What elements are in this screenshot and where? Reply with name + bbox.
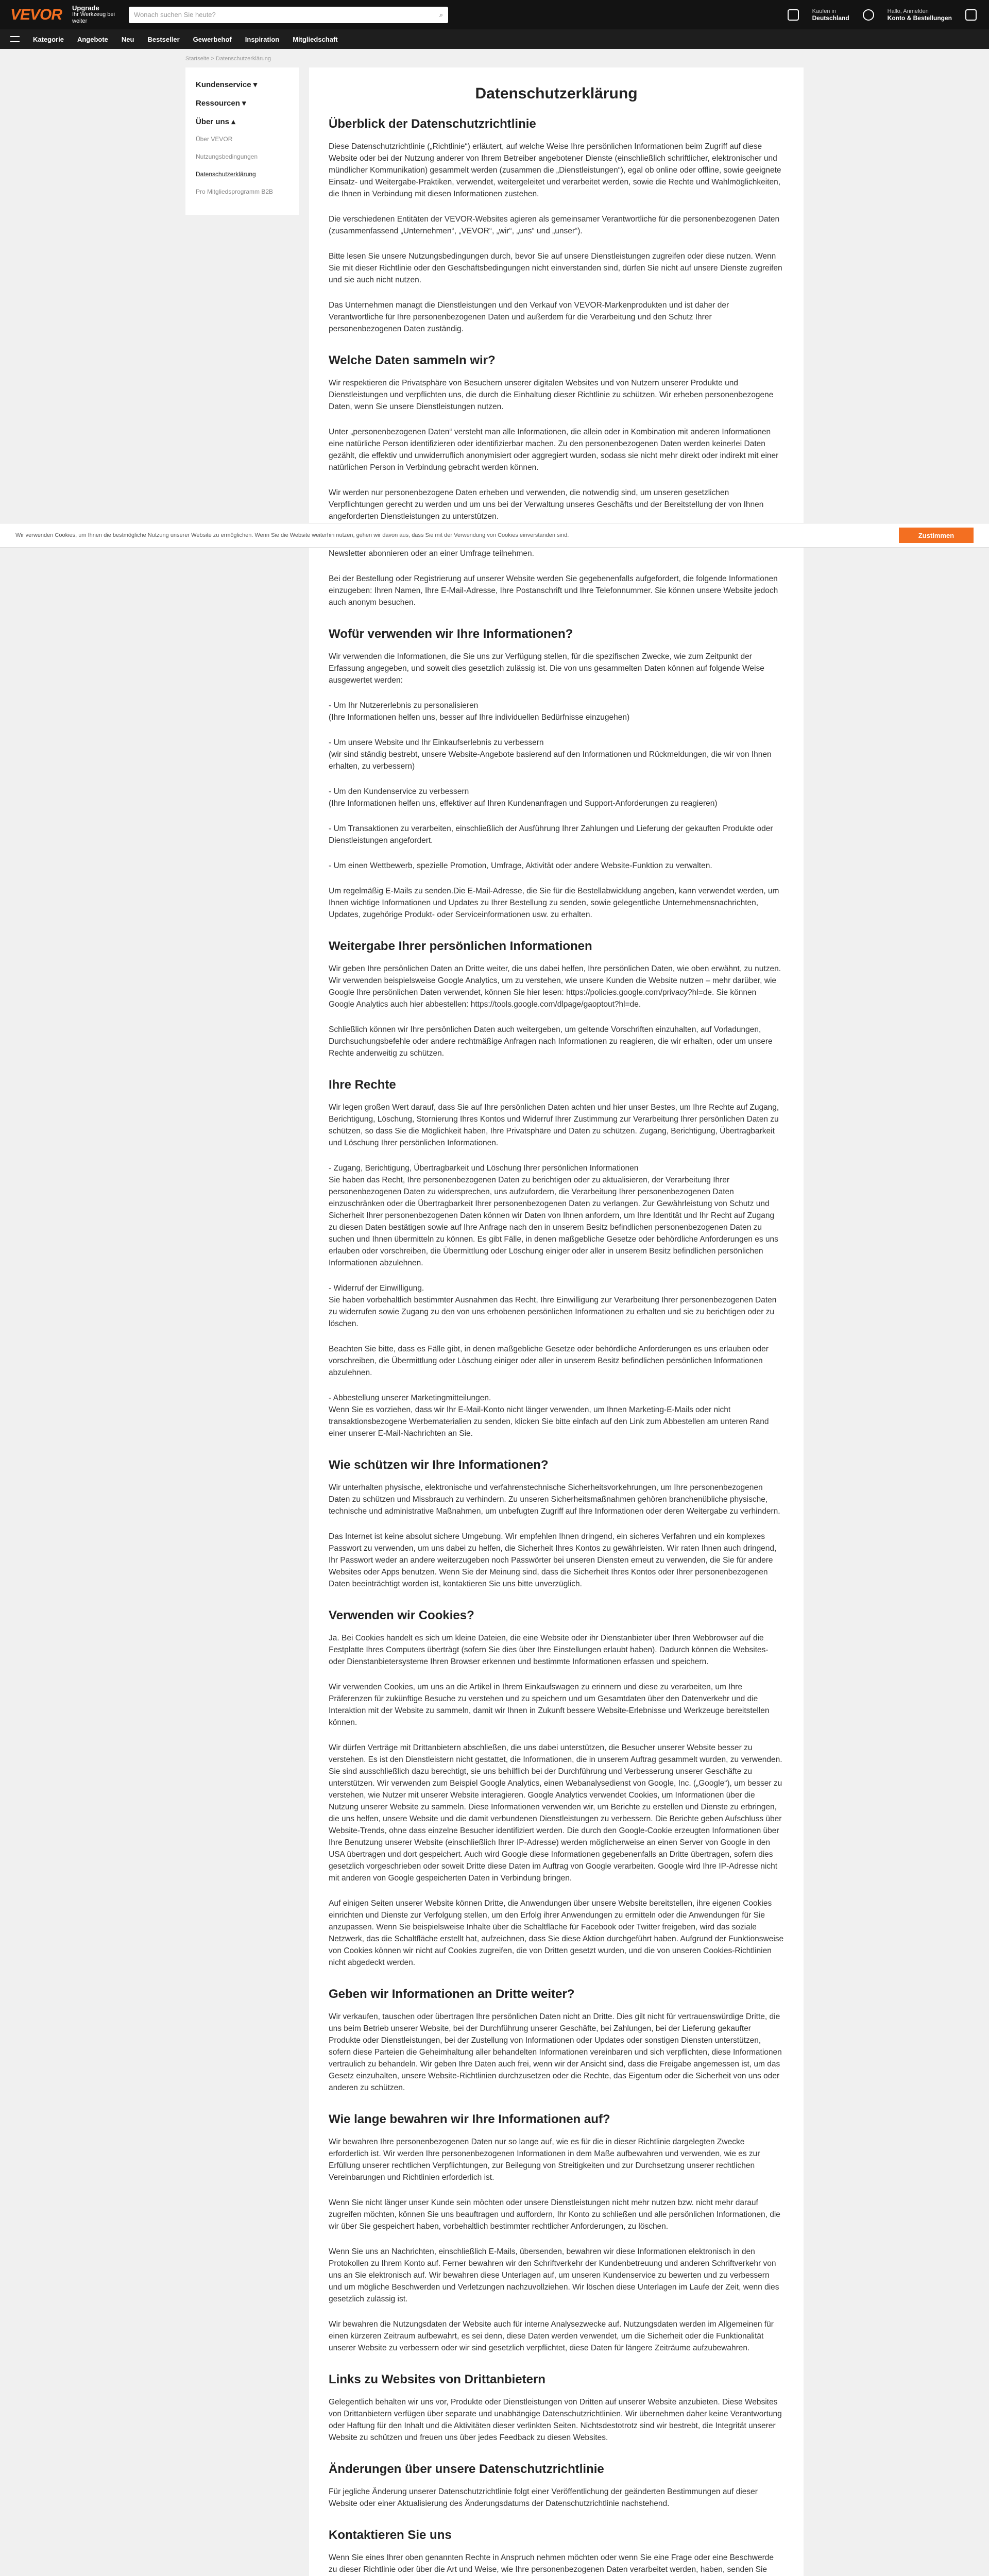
section-paragraph: Wir geben Ihre persönlichen Daten an Dritte weiter, die uns dabei helfen, Ihre persönlichen Daten, wie oben erwähnt, zu nutzen. Wir verwenden beispielsweise Google Analytics, um zu verstehen, wie unsere Kunden die Website nutzen – mehr darüber, wie Google Ihre persönlichen Daten verwendet, können Sie hier lesen: https://policies.google.com/privacy?hl=de. Sie können Google Analytics auch hier abbestellen: https://tools.google.com/dlpage/gaoptout?hl=de. xyxy=(329,964,781,1009)
section-paragraph: - Um einen Wettbewerb, spezielle Promotion, Umfrage, Aktivität oder andere Website-Funktion zu verwalten. xyxy=(329,861,712,870)
nav-kategorie[interactable]: Kategorie xyxy=(33,35,64,43)
section-paragraph: Wir respektieren die Privatsphäre von Besuchern unserer digitalen Websites und von Nutzern unserer Produkte und Dienstleistungen und verpflichten uns, die durch die Einhaltung dieser Richtlinie zu schützen. Wir erheben personenbezogene Daten, wenn Sie unsere Dienstleistungen nutzen. xyxy=(329,379,774,411)
sidebar-item-pro-b2b[interactable]: Pro Mitgliedsprogramm B2B xyxy=(196,188,274,195)
region-value: Deutschland xyxy=(812,14,849,22)
sidebar-section-kundenservice[interactable] xyxy=(196,80,288,89)
section-paragraph: Auf einigen Seiten unserer Website können Dritte, die Anwendungen über unsere Website bereitstellen, ihre eigenen Cookies einrichten und Dienste zur Verfolgung stellen, um den Erfolg ihrer Anwendungen zu ermitteln oder die Anwendungen für Sie anzupassen. Wenn Sie beispielsweise Inhalte über die Schaltfläche für Facebook oder Twitter freigeben, wird das soziale Netzwerk, das die Schaltfläche erstellt hat, aufzeichnen, dass Sie diese Aktion durchgeführt haben. Aufgrund der Funktionsweise von Cookies können wir nicht auf Cookies zugreifen, die von Dritten gesetzt wurden, und die von unseren Cookies-Richtlinien nicht abgedeckt werden. xyxy=(329,1899,784,1967)
logo-text: VEVOR xyxy=(10,6,62,23)
section-paragraph: Für jegliche Änderung unserer Datenschutzrichtlinie folgt einer Veröffentlichung der geänderten Bestimmungen auf dieser Website oder einer Aktualisierung des Änderungsdatums der Datenschutzrichtlinie nachstehend. xyxy=(329,2487,758,2508)
section-paragraph: Bei der Bestellung oder Registrierung auf unserer Website werden Sie gegebenenfalls aufgefordert, die folgende Informationen einzugeben: Ihren Namen, Ihre E-Mail-Adresse, Ihre Postanschrift und Ihre Telefonnummer. Sie können unsere Website jedoch auch anonym besuchen. xyxy=(329,574,778,607)
sidebar-section-label: Ressourcen xyxy=(196,99,240,108)
tagline-line-1: Upgrade xyxy=(72,4,99,12)
user-icon[interactable] xyxy=(863,9,874,21)
section-paragraph: Wir verkaufen, tauschen oder übertragen Ihre persönlichen Daten nicht an Dritte. Dies gilt nicht für vertrauenswürdige Dritte, die uns beim Betrieb unserer Website, bei der Durchführung unserer Geschäfte, bei Zahlungen, bei der Lieferung gekaufter Produkte oder Dienstleistungen, bei der Zustellung von Informationen oder Updates oder sonstigen Diensten unterstützen, sofern diese Parteien die Geheimhaltung aller behandelten Informationen vereinbaren und sich verpflichten, diese Informationen vertraulich zu behandeln. Wir geben Ihre Daten auch frei, wenn wir der Ansicht sind, dass die Freigabe angemessen ist, um das Gesetz einzuhalten, unsere Website-Richtlinien durchzusetzen oder die Rechte, das Eigentum oder die Sicherheit von uns oder anderen zu schützen. xyxy=(329,2012,782,2092)
section-paragraph: - Zugang, Berichtigung, Übertragbarkeit und Löschung Ihrer persönlichen Informationen Sie haben das Recht, Ihre personenbezogenen Daten zu berichtigen oder zu aktualisieren, der Verarbeitung Ihrer personenbezogenen Daten zu widersprechen, uns aufzufordern, die Verarbeitung Ihrer personenbezogenen Daten einzuschränken oder die Übertragbarkeit Ihrer personenbezogenen Daten zu verlangen. Zur Gewährleistung von Schutz und Sicherheit Ihrer personenbezogenen Daten können wir Daten von Ihnen anfordern, um Ihre Identität und Ihr Recht auf Zugang zu diesen Daten bestätigen sowie auf Ihre Anfrage nach den in unserem Besitz befindlichen personenbezogenen Daten zu suchen und Ihnen übermitteln zu können. Es gibt Fälle, in denen maßgebliche Gesetze oder behördliche Anforderungen es uns erlauben oder vorschreiben, die Übermittlung oder Löschung einiger oder aller in unserem Besitz befindlichen persönlichen Informationen abzulehnen. xyxy=(329,1164,778,1267)
section-paragraph: Schließlich können wir Ihre persönlichen Daten auch weitergeben, um geltende Vorschriften einzuhalten, auf Vorladungen, Durchsuchungsbefehle oder andere rechtmäßige Anfragen nach Informationen zu reagieren, die wir erhalten, oder um unsere Rechte anderweitig zu schützen. xyxy=(329,1025,773,1058)
chevron-down-icon: ▾ xyxy=(253,80,258,89)
search-input[interactable] xyxy=(129,7,448,23)
menu-icon[interactable] xyxy=(10,36,20,42)
account-menu[interactable] xyxy=(888,8,952,22)
accept-cookies-button[interactable]: Zustimmen xyxy=(899,528,974,543)
nav-mitgliedschaft[interactable]: Mitgliedschaft xyxy=(293,35,338,43)
section-heading: Weitergabe Ihrer persönlichen Informationen xyxy=(329,939,592,953)
account-value: Konto & Bestellungen xyxy=(887,14,952,22)
policy-content xyxy=(309,67,804,2576)
section-heading: Links zu Websites von Drittanbietern xyxy=(329,2372,545,2386)
section-heading: Änderungen über unsere Datenschutzrichtlinie xyxy=(329,2462,604,2476)
section-paragraph: Wir verwenden die Informationen, die Sie uns zur Verfügung stellen, für die spezifischen Zwecke, wie zum Zeitpunkt der Erfassung angegeben, und soweit dies gesetzlich zulässig ist. Die von uns gesammelten Daten können auf folgende Weise ausgewertet werden: xyxy=(329,652,764,685)
flag-icon[interactable] xyxy=(788,9,799,21)
section-paragraph: Wir unterhalten physische, elektronische und verfahrenstechnische Sicherheitsvorkehrungen, um Ihre personenbezogenen Daten zu schützen und Missbrauch zu verhindern. Zu unseren Sicherheitsmaßnahmen gehören branchenübliche physische, technische und administrative Maßnahmen, um unbefugten Zugriff auf Ihre Informationen oder deren Weitergabe zu verhindern. xyxy=(329,1483,780,1516)
top-header xyxy=(0,0,989,29)
section-heading: Wofür verwenden wir Ihre Informationen? xyxy=(329,627,573,641)
tagline xyxy=(72,5,129,25)
section-paragraph: - Um den Kundenservice zu verbessern (Ihre Informationen helfen uns, effektiver auf Ihren Kundenanfragen und Support-Anforderungen zu reagieren) xyxy=(329,787,718,808)
page-title: Datenschutzerklärung xyxy=(475,85,638,102)
nav-angebote[interactable]: Angebote xyxy=(77,35,108,43)
policy-sections xyxy=(329,117,784,2576)
section-heading: Wie schützen wir Ihre Informationen? xyxy=(329,1458,549,1472)
section-heading: Überblick der Datenschutzrichtlinie xyxy=(329,117,536,131)
nav-bestseller[interactable]: Bestseller xyxy=(147,35,180,43)
section-paragraph: Newsletter abonnieren oder an einer Umfrage teilnehmen. xyxy=(329,549,534,558)
nav-neu[interactable]: Neu xyxy=(121,35,134,43)
section-heading: Kontaktieren Sie uns xyxy=(329,2528,452,2542)
sidebar-item-datenschutz[interactable]: Datenschutzerklärung xyxy=(196,171,256,178)
section-paragraph: - Abbestellung unserer Marketingmitteilungen. Wenn Sie es vorziehen, dass wir Ihr E-Mail-Konto nicht länger verwenden, um Ihnen Marketing-E-Mails oder nicht transaktionsbezogene Werbematerialien zu senden, klicken Sie bitte einfach auf den Link zum Abbestellen am unteren Rand einer unserer E-Mail-Nachrichten an Sie. xyxy=(329,1394,769,1438)
chevron-down-icon: ▾ xyxy=(242,99,246,108)
section-paragraph: Wir legen großen Wert darauf, dass Sie auf Ihre persönlichen Daten achten und hier unser Bestes, um Ihre Rechte auf Zugang, Berichtigung, Löschung, Stornierung Ihres Kontos und Widerruf Ihrer Zustimmung zur Verarbeitung Ihrer persönlichen Daten zu schützen, so dass Sie die Möglichkeit haben, Ihre Privatsphäre und Daten zu schützen. Zugang, Berichtigung, Übertragbarkeit und Löschung Ihrer persönlichen Informationen. xyxy=(329,1103,779,1147)
tagline-line-2: Ihr Werkzeug bei weiter xyxy=(72,11,115,24)
sidebar-section-ressourcen[interactable] xyxy=(196,98,288,108)
section-heading: Ihre Rechte xyxy=(329,1078,396,1092)
chevron-up-icon: ▴ xyxy=(231,117,235,126)
section-heading: Geben wir Informationen an Dritte weiter? xyxy=(329,1987,575,2001)
section-paragraph: Wenn Sie uns an Nachrichten, einschließlich E-Mails, übersenden, bewahren wir diese Informationen elektronisch in den Protokollen zu Ihrem Konto auf. Ferner bewahren wir den Schriftverkehr der Kundenbetreuung und anderen Schriftverkehr von uns an Sie elektronisch auf. Wir bewahren diese Unterlagen auf, um unseren Kundenservice zu bewerten und zu verbessern und um mögliche Beschwerden und Verletzungen nachzuvollziehen. Wir löschen diese Unterlagen im Laufe der Zeit, wenn dies gesetzlich zulässig ist. xyxy=(329,2247,779,2303)
cart-icon[interactable] xyxy=(965,9,977,21)
section-heading: Wie lange bewahren wir Ihre Informationen auf? xyxy=(329,2112,610,2126)
sidebar-section-ueber-uns[interactable] xyxy=(196,117,288,126)
region-label: Kaufen in xyxy=(812,8,837,14)
section-paragraph: Wir bewahren die Nutzungsdaten der Website auch für interne Analysezwecke auf. Nutzungsdaten werden im Allgemeinen für einen kürzeren Zeitraum aufbewahrt, es sei denn, diese Daten werden verwendet, um die Sicherheit oder die Funktionalität unserer Website zu verbessern oder wir sind gesetzlich verpflichtet, diese Daten für längere Zeiträume aufzubewahren. xyxy=(329,2320,774,2352)
section-paragraph: Das Internet ist keine absolut sichere Umgebung. Wir empfehlen Ihnen dringend, ein sicheres Verfahren und ein komplexes Passwort zu verwenden, um uns dabei zu helfen, die Sicherheit Ihres Kontos zu gewährleisten. Wir raten Ihnen auch dringend, Ihr Passwort weder an andere weiterzugeben noch Passwörter bei unseren Diensten erneut zu verwenden, die Sie für andere Websites oder Apps benutzen. Wenn Sie der Meinung sind, dass die Sicherheit Ihres Kontos oder Ihrer personenbezogenen Daten beeinträchtigt worden ist, kontaktieren Sie uns bitte unverzüglich. xyxy=(329,1532,777,1588)
section-paragraph: Unter „personenbezogenen Daten“ versteht man alle Informationen, die allein oder in Kombination mit anderen Informationen eine natürliche Person identifizieren oder identifizierbar machen. Zu den personenbezogenen Daten werden keinerlei Daten gezählt, die effektiv und unwiderruflich anonymisiert oder aggregiert wurden, sodass sie nicht mehr direkt oder indirekt mit einer natürlichen Person in Verbindung gebracht werden können. xyxy=(329,428,779,472)
section-paragraph: Wir dürfen Verträge mit Drittanbietern abschließen, die uns dabei unterstützen, die Besucher unserer Website besser zu verstehen. Es ist den Dienstleistern nicht gestattet, die Informationen, die in unserem Auftrag gesammelt wurden, zu verwenden. Sie sind ausschließlich dazu berechtigt, sie uns behilflich bei der Durchführung und Verbesserung unserer Geschäfte zu unterstützen. Wir verwenden zum Beispiel Google Analytics, einen Webanalysedienst von Google, Inc. („Google“), um besser zu verstehen, wie Nutzer mit unserer Website interagieren. Google Analytics verwendet Cookies, um Informationen über die Nutzung unserer Website zu sammeln. Diese Informationen verwenden wir, um Berichte zu erstellen und Dienste zu erbringen, die uns helfen, unsere Website und die damit verbundenen Dienstleistungen zu verbessern. Die Berichte geben Aufschluss über Website-Trends, ohne dass einzelne Besucher identifiziert werden. Die durch den Google-Cookie erzeugten Informationen über Ihre Benutzung unserer Website (einschließlich Ihrer IP-Adresse) werden möglicherweise an einen Server von Google in den USA übertragen und dort gespeichert. Auch wird Google diese Informationen gegebenenfalls an Dritte übertragen, sofern dies gesetzlich vorgeschrieben oder soweit Dritte diese Daten im Auftrag von Google verarbeiten. Google wird Ihre IP-Adresse nicht mit anderen von Google gespeicherten Daten in Verbindung bringen. xyxy=(329,1743,782,1883)
section-heading: Welche Daten sammeln wir? xyxy=(329,353,496,367)
sidebar-section-label: Kundenservice xyxy=(196,80,251,89)
section-paragraph: Wir bewahren Ihre personenbezogenen Daten nur so lange auf, wie es für die in dieser Richtlinie dargelegten Zwecke erforderlich ist. Wir werden Ihre personenbezogenen Informationen in dem Maße aufbewahren und verwenden, wie es zur Erfüllung unserer rechtlichen Verpflichtungen, zur Beilegung von Streitigkeiten und zur Durchsetzung unserer rechtlichen Vereinbarungen und Richtlinien erforderlich ist. xyxy=(329,2138,760,2182)
section-paragraph: Wir verwenden Cookies, um uns an die Artikel in Ihrem Einkaufswagen zu erinnern und diese zu verarbeiten, um Ihre Präferenzen für zukünftige Besuche zu verstehen und zu speichern und um Gesamtdaten über den Datenverkehr und die Interaktion mit der Website zu sammeln, damit wir Ihnen in Zukunft bessere Website-Erlebnisse und Werkzeuge bereitstellen können. xyxy=(329,1683,770,1727)
section-paragraph: - Widerruf der Einwilligung. Sie haben vorbehaltlich bestimmter Ausnahmen das Recht, Ihre Einwilligung zur Verarbeitung Ihrer personenbezogenen Daten zu widerrufen sowie Zugang zu den von uns erhobenen persönlichen Informationen zu erhalten und sie zu berichtigen oder zu löschen. xyxy=(329,1284,777,1328)
nav-gewerbehof[interactable]: Gewerbehof xyxy=(193,35,232,43)
section-paragraph: Wenn Sie eines Ihrer oben genannten Rechte in Anspruch nehmen möchten oder wenn Sie eine Frage oder eine Beschwerde zu dieser Richtlinie oder über die Art und Weise, wie Ihre personenbezogenen Daten verarbeitet werden, haben, senden Sie xyxy=(329,2553,774,2574)
main-nav xyxy=(0,29,989,49)
section-paragraph: Diese Datenschutzrichtlinie („Richtlinie“) erläutert, auf welche Weise Ihre persönlichen Informationen beim Zugriff auf diese Website oder bei der Nutzung anderer von Ihrem Betreiber angebotener Dienste (einschließlich schriftlicher, elektronischer und mündlicher Kommunikation) gesammelt werden (zusammen die „Dienstleistungen“), egal ob online oder offline, sowie geeignete Einsatz- und Weitergabe-Praktiken, verwendet, weitergeleitet und verarbeitet werden, sowie die Rechte und Wahlmöglichkeiten, die Ihnen in Verbindung mit diesen Informationen zustehen. xyxy=(329,142,781,198)
section-paragraph: - Um Ihr Nutzererlebnis zu personalisieren (Ihre Informationen helfen uns, besser auf Ihre individuellen Bedürfnisse einzugehen) xyxy=(329,701,630,722)
section-paragraph: Beachten Sie bitte, dass es Fälle gibt, in denen maßgebliche Gesetze oder behördliche Anforderungen es uns erlauben oder vorschreiben, die Übermittlung oder Löschung einiger oder aller in unserem Besitz befindlichen persönlichen Informationen abzulehnen. xyxy=(329,1345,769,1377)
account-label: Hallo, Anmelden xyxy=(887,8,929,14)
section-paragraph: Wir werden nur personenbezogene Daten erheben und verwenden, die notwendig sind, um unseren gesetzlichen Verpflichtungen gerecht zu werden und um uns bei der Verwaltung unseres Geschäfts und der Bereitstellung der von Ihnen angeforderten Dienstleistungen zu unterstützen. xyxy=(329,488,764,521)
section-paragraph: Um regelmäßig E-Mails zu senden.Die E-Mail-Adresse, die Sie für die Bestellabwicklung angeben, kann verwendet werden, um Ihnen wichtige Informationen und Updates zu Ihrer Bestellung zu senden, sowie gelegentliche Unternehmensnachrichten, Updates, zugehörige Produkt- oder Serviceinformationen usw. zu erhalten. xyxy=(329,887,779,919)
section-heading: Verwenden wir Cookies? xyxy=(329,1608,474,1622)
section-paragraph: Gelegentlich behalten wir uns vor, Produkte oder Dienstleistungen von Dritten auf unserer Website anzubieten. Diese Websites von Drittanbietern verfügen über separate und unabhängige Datenschutzrichtlinien. Wir übernehmen daher keine Verantwortung oder Haftung für den Inhalt und die Aktivitäten dieser verlinkten Seiten. Nichtsdestotrotz sind wir bestrebt, die Integrität unserer Website zu schützen und freuen uns über jedes Feedback zu diesen Websites. xyxy=(329,2398,782,2442)
cookie-text: Wir verwenden Cookies, um Ihnen die bestmögliche Nutzung unserer Website zu ermöglichen. Wenn Sie die Website weiterhin nutzen, gehen wir davon aus, dass Sie mit der Verwendung von Cookies einverstanden sind. xyxy=(15,532,569,538)
section-paragraph: Wenn Sie nicht länger unser Kunde sein möchten oder unsere Dienstleistungen nicht mehr nutzen bzw. nicht mehr darauf zugreifen möchten, können Sie uns beauftragen und auffordern, Ihr Konto zu schließen und alle persönlichen Informationen, die wir über Sie gespeichert haben, vorbehaltlich bestimmter rechtlicher Anforderungen, zu löschen. xyxy=(329,2198,780,2231)
sidebar-section-label: Über uns xyxy=(196,117,230,126)
section-paragraph: Die verschiedenen Entitäten der VEVOR-Websites agieren als gemeinsamer Verantwortliche für die personenbezogenen Daten (zusammenfassend „Unternehmen“, „VEVOR“, „wir“, „uns“ und „unser“). xyxy=(329,215,780,235)
section-paragraph: Das Unternehmen managt die Dienstleistungen und den Verkauf von VEVOR-Markenprodukten und ist daher der Verantwortliche für Ihre personenbezogenen Daten und außerdem für die Verarbeitung und den Schutz Ihrer personenbezogenen Daten zuständig. xyxy=(329,301,729,333)
section-paragraph: Bitte lesen Sie unsere Nutzungsbedingungen durch, bevor Sie auf unsere Dienstleistungen zugreifen oder diese nutzen. Wenn Sie mit dieser Richtlinie oder den Geschäftsbedingungen nicht einverstanden sind, dürfen Sie nicht auf unsere Dienste zugreifen und sie auch nicht nutzen. xyxy=(329,252,782,284)
section-paragraph: - Um unsere Website und Ihr Einkaufserlebnis zu verbessern (wir sind ständig bestrebt, unsere Website-Angebote basierend auf den Informationen und Rückmeldungen, die wir von Ihnen erhalten, zu verbessern) xyxy=(329,738,772,771)
section-paragraph: - Um Transaktionen zu verarbeiten, einschließlich der Ausführung Ihrer Zahlungen und Lieferung der gekauften Produkte oder Dienstleistungen angefordert. xyxy=(329,824,773,845)
sidebar-item-nutzungsbedingungen[interactable]: Nutzungsbedingungen xyxy=(196,153,258,160)
sidebar xyxy=(185,67,299,215)
nav-inspiration[interactable]: Inspiration xyxy=(245,35,280,43)
breadcrumb[interactable]: Startseite > Datenschutzerklärung xyxy=(185,56,271,62)
search-placeholder: Wonach suchen Sie heute? xyxy=(134,11,216,19)
region-selector[interactable] xyxy=(812,8,849,22)
sidebar-item-ueber-vevor[interactable]: Über VEVOR xyxy=(196,135,233,143)
vevor-logo[interactable] xyxy=(10,6,72,24)
section-paragraph: Ja. Bei Cookies handelt es sich um kleine Dateien, die eine Website oder ihr Dienstanbieter über Ihren Webbrowser auf die Festplatte Ihres Computers überträgt (sofern Sie dies über Ihre Einstellungen erlaubt haben). Dadurch können die Websites- oder Dienstanbietersysteme Ihren Browser erkennen und bestimmte Informationen erfassen und speichern. xyxy=(329,1634,769,1666)
cookie-banner xyxy=(0,523,989,548)
search-icon[interactable]: ⌕ xyxy=(439,10,443,19)
